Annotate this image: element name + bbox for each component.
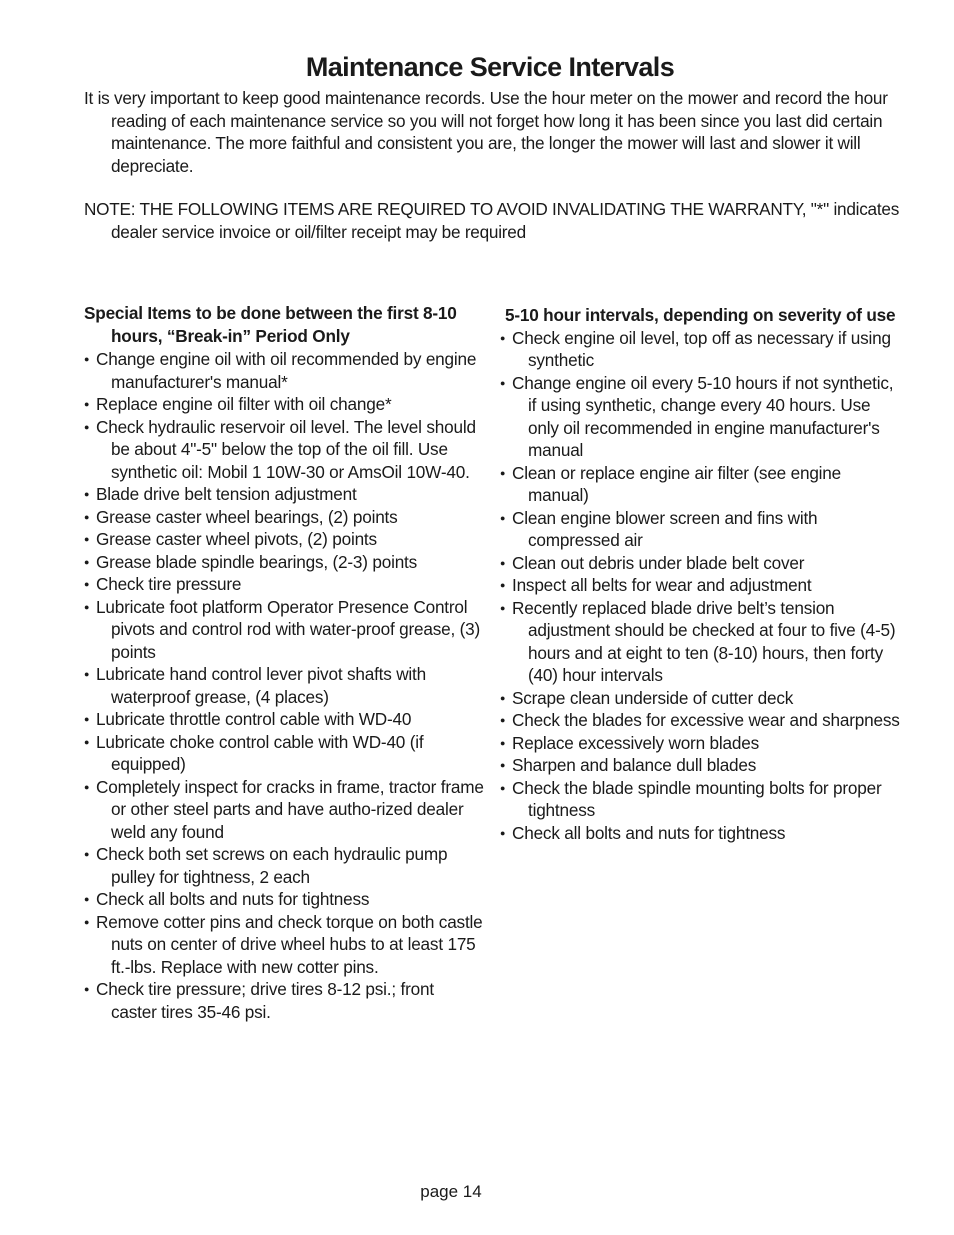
break-in-item-text: Change engine oil with oil recommended by engine manufacturer's manual* [96,349,477,392]
bullet-icon: ● [84,601,90,612]
interval-item-text: Replace excessively worn blades [512,732,759,753]
bullet-icon: ● [84,714,90,724]
bullet-icon: ● [500,692,506,703]
break-in-list-item [84,843,484,888]
bullet-icon: ● [500,467,506,478]
break-in-list-item [84,596,484,664]
break-in-list-item [84,506,484,529]
interval-item-text: Change engine oil every 5-10 hours if not synthetic, if using synthetic, change every 40 hours. Use only oil recommended in engine manufacturer's manual [512,372,894,460]
bullet-icon: ● [500,782,506,793]
break-in-list-item [84,551,484,574]
bullet-icon: ● [500,760,506,770]
warranty-note: NOTE: THE FOLLOWING ITEMS ARE REQUIRED TO AVOID INVALIDATING THE WARRANTY, "*" indicates dealer service invoice or oil/filter receipt may be required [84,199,900,242]
interval-item-text: Clean or replace engine air filter (see engine manual) [512,462,842,505]
bullet-icon: ● [500,737,506,748]
bullet-icon: ● [84,916,90,927]
break-in-list-item [84,978,484,1023]
interval-list-item [500,732,900,755]
interval-item-text: Check the blade spindle mounting bolts for proper tightness [512,777,882,820]
interval-list-item [500,552,900,575]
interval-item-text: Check all bolts and nuts for tightness [512,822,786,843]
interval-list-item [500,507,900,552]
break-in-list-item [84,573,484,596]
interval-item-text: Recently replaced blade drive belt’s tension adjustment should be checked at four to five (4-5) hours and at eight to ten (8-10) hours, then forty (40) hour intervals [512,597,896,685]
bullet-icon: ● [500,512,506,523]
break-in-list-item [84,528,484,551]
interval-section [500,304,900,844]
break-in-list-item [84,416,484,484]
break-in-item-text: Check tire pressure [96,574,242,594]
break-in-item-text: Check tire pressure; drive tires 8-12 psi.; front caster tires 35-46 psi. [96,979,434,1022]
interval-item-text: Check the blades for excessive wear and sharpness [512,710,900,730]
break-in-item-text: Lubricate hand control lever pivot shafts with waterproof grease, (4 places) [96,664,426,707]
break-in-list-item [84,393,484,416]
break-in-item-text: Grease caster wheel bearings, (2) points [96,506,398,527]
break-in-item-text: Lubricate throttle control cable with WD-40 [96,709,412,729]
interval-list-item [500,709,900,732]
bullet-icon: ● [84,984,90,994]
break-in-list-item [84,888,484,911]
break-in-item-text: Check all bolts and nuts for tightness [96,889,370,909]
break-in-item-text: Replace engine oil filter with oil change* [96,394,392,414]
break-in-item-text: Lubricate choke control cable with WD-40 (if equipped) [96,731,424,774]
break-in-section [84,302,484,1023]
interval-heading: 5-10 hour intervals, depending on severity of use [505,305,896,325]
bullet-icon: ● [500,580,506,590]
bullet-icon: ● [500,332,506,343]
break-in-item-text: Completely inspect for cracks in frame, tractor frame or other steel parts and have autho-rized dealer weld any found [96,776,484,842]
bullet-icon: ● [84,579,90,589]
bullet-icon: ● [500,557,506,568]
page-title: Maintenance Service Intervals [305,52,675,82]
bullet-icon: ● [84,669,90,679]
bullet-icon: ● [500,377,506,388]
break-in-list-item [84,731,484,776]
bullet-icon: ● [84,421,90,432]
interval-item-text: Scrape clean underside of cutter deck [512,687,794,708]
bullet-icon: ● [84,511,90,522]
bullet-icon: ● [84,556,90,567]
interval-item-text: Clean out debris under blade belt cover [512,552,805,573]
interval-item-text: Clean engine blower screen and fins with compressed air [512,507,818,550]
break-in-list-item [84,663,484,708]
interval-list-item [500,327,900,372]
break-in-list-item [84,776,484,844]
break-in-list-item [84,708,484,731]
interval-item-text: Check engine oil level, top off as necessary if using synthetic [512,327,891,370]
break-in-list-item [84,348,484,393]
intro-paragraph: It is very important to keep good maintenance records. Use the hour meter on the mower and record the hour reading of each maintenance service so you will not forget how long it has been since you last did certain maintenance. The more faithful and consistent you are, the longer the mower will last and slower it will depreciate. [84,88,888,176]
page-number: page 14 [420,1182,482,1201]
bullet-icon: ● [84,781,90,792]
bullet-icon: ● [500,715,506,725]
bullet-icon: ● [84,354,90,364]
bullet-icon: ● [84,849,90,859]
interval-item-text: Sharpen and balance dull blades [512,755,757,775]
break-in-item-text: Grease caster wheel pivots, (2) points [96,529,377,549]
interval-list-item [500,777,900,822]
bullet-icon: ● [500,827,506,838]
bullet-icon: ● [84,534,90,544]
interval-list-item [500,822,900,845]
bullet-icon: ● [500,602,506,613]
break-in-heading: Special Items to be done between the first 8-10 hours, “Break-in” Period Only [84,303,457,346]
interval-list-item [500,687,900,710]
break-in-item-text: Remove cotter pins and check torque on both castle nuts on center of drive wheel hubs to at least 175 ft.-lbs. Replace with new cotter pins. [96,911,483,977]
interval-list-item [500,597,900,687]
break-in-item-text: Grease blade spindle bearings, (2-3) points [96,551,418,572]
break-in-item-text: Check both set screws on each hydraulic pump pulley for tightness, 2 each [96,844,448,887]
bullet-icon: ● [84,736,90,747]
break-in-list [84,348,484,1023]
bullet-icon: ● [84,399,90,409]
interval-list-item [500,462,900,507]
break-in-item-text: Lubricate foot platform Operator Presence Control pivots and control rod with water-proof grease, (3) points [96,596,481,662]
interval-list [500,327,900,845]
break-in-list-item [84,483,484,506]
break-in-item-text: Check hydraulic reservoir oil level. The level should be about 4"-5" below the top of the oil fill. Use synthetic oil: Mobil 1 10W-30 or AmsOil 10W-40. [96,416,476,482]
bullet-icon: ● [84,489,90,499]
bullet-icon: ● [84,894,90,904]
interval-list-item [500,372,900,462]
break-in-item-text: Blade drive belt tension adjustment [96,484,357,504]
break-in-list-item [84,911,484,979]
interval-list-item [500,574,900,597]
interval-list-item [500,754,900,777]
interval-item-text: Inspect all belts for wear and adjustment [512,575,812,595]
